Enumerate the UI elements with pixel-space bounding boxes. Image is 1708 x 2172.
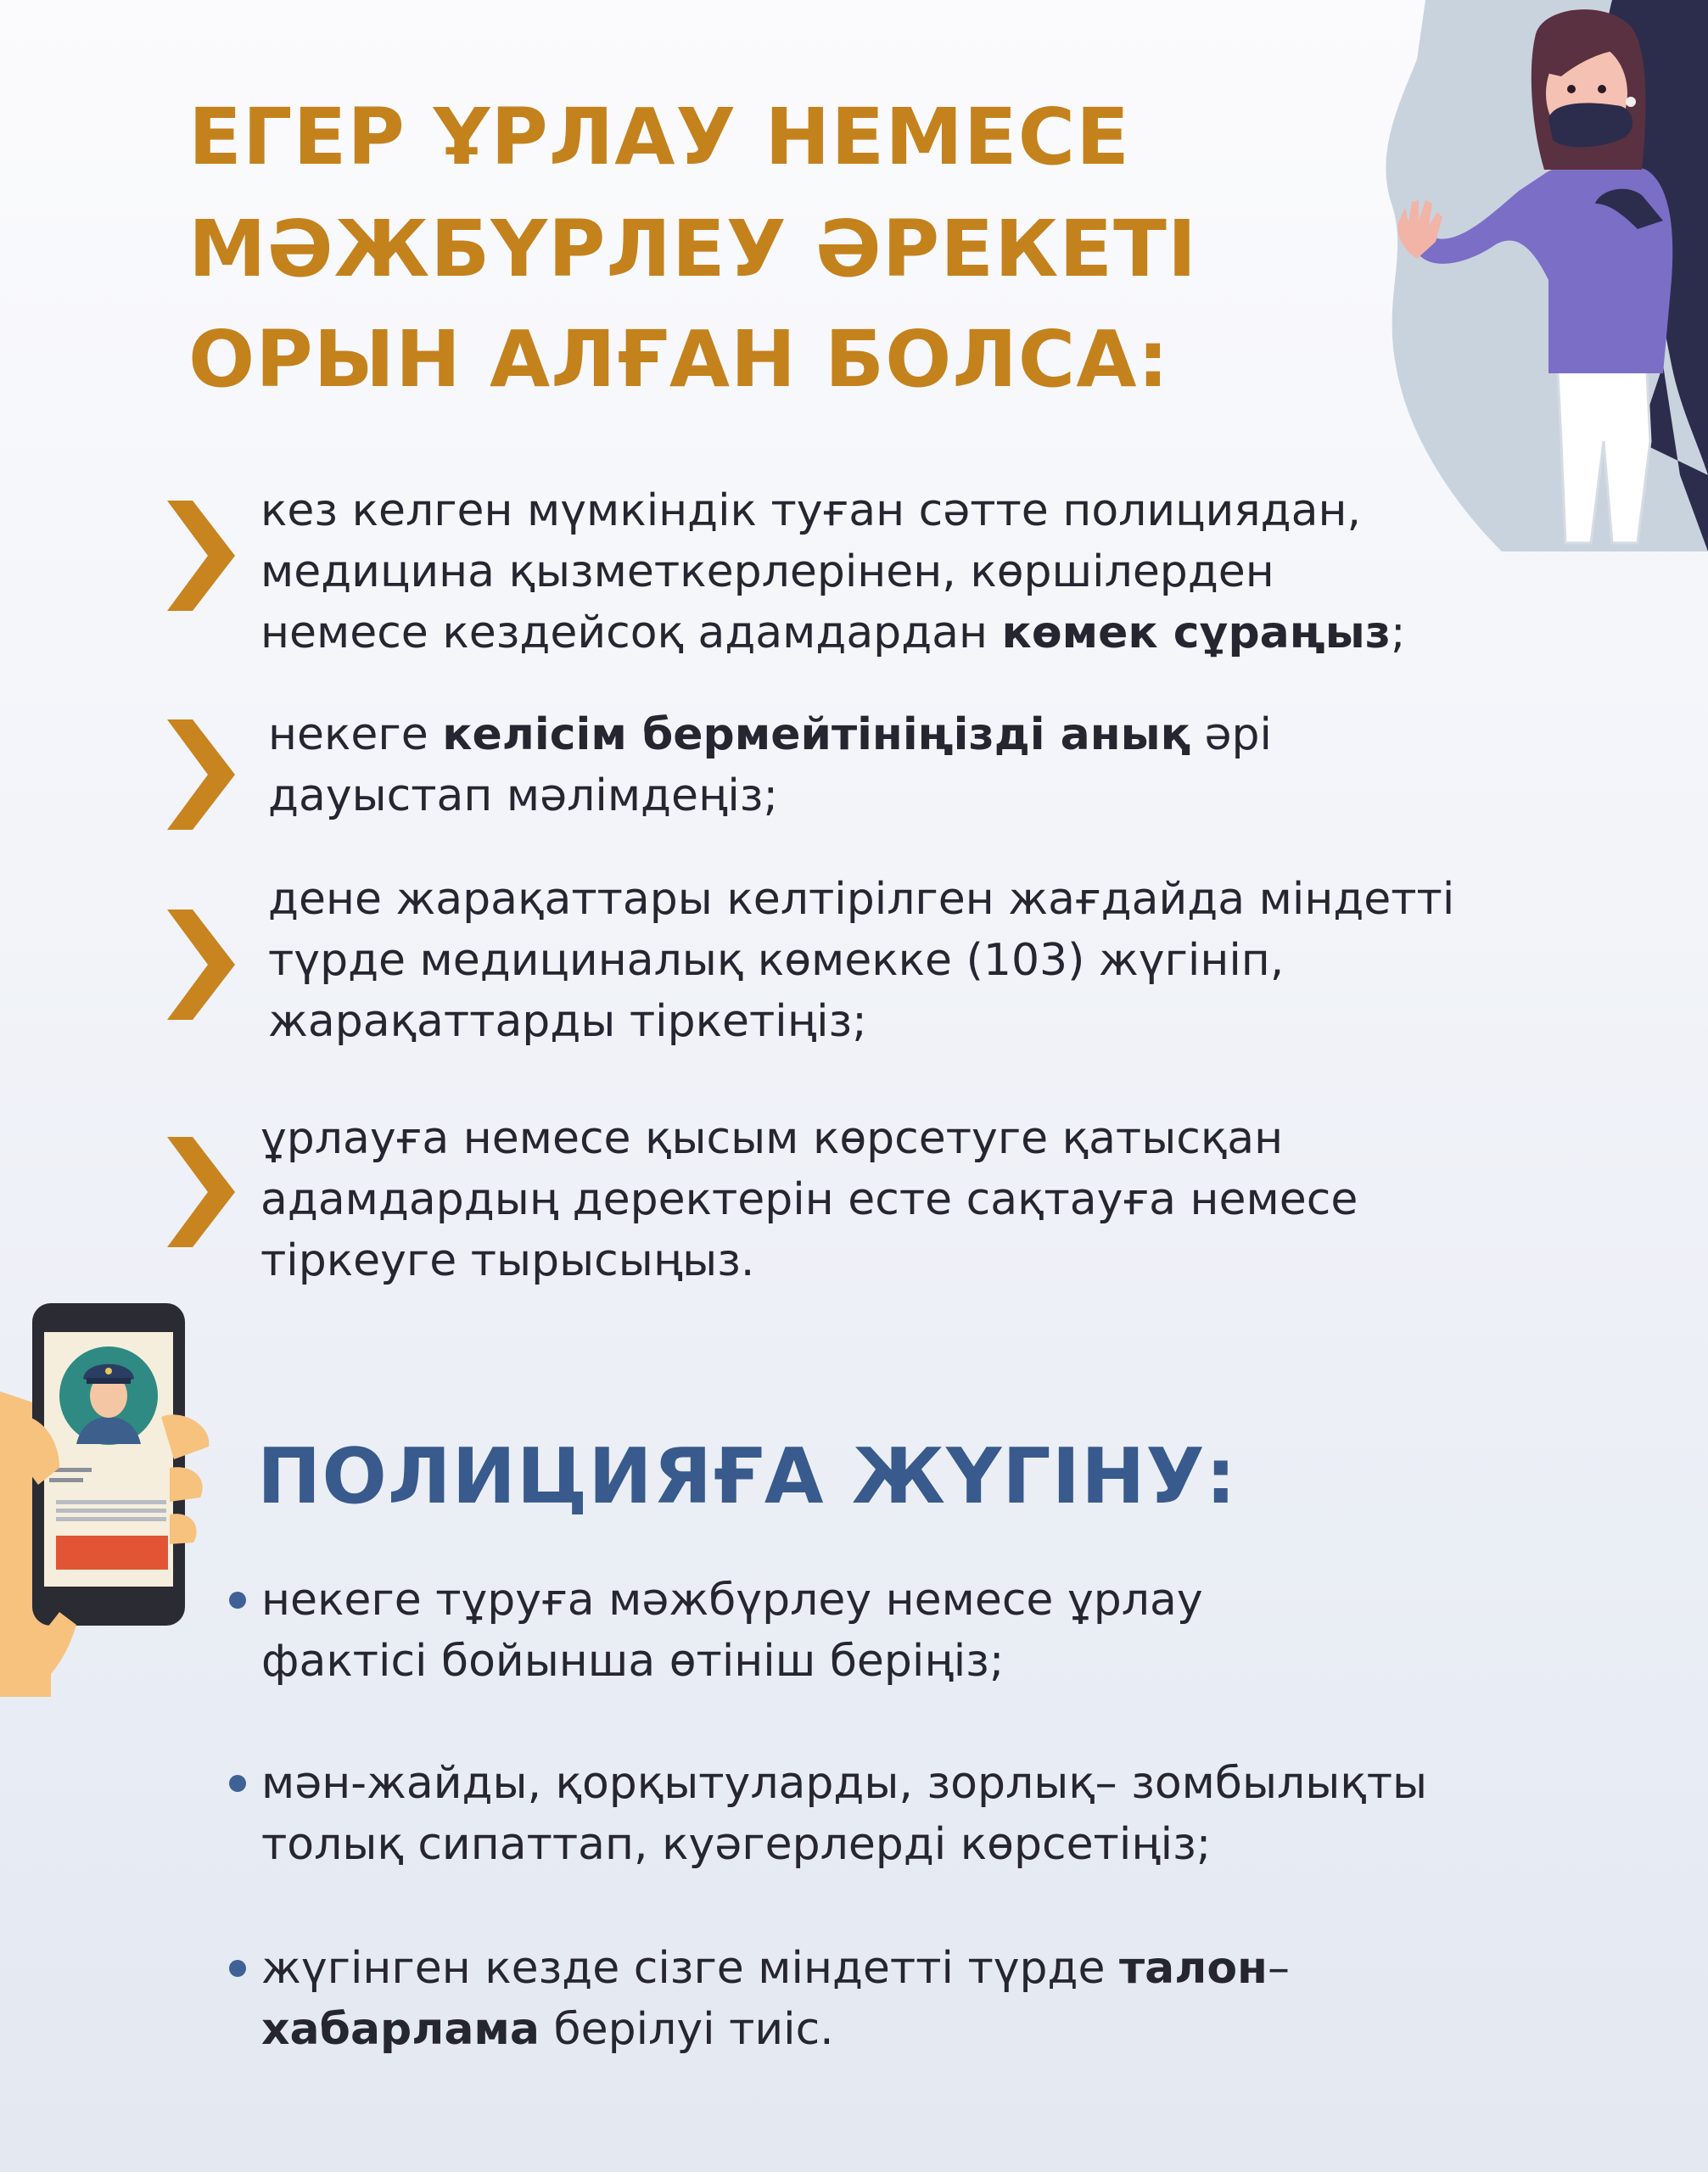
police-bullet-2-line-1: мән-жайды, қорқытуларды, зорлық– зомбылықты	[261, 1758, 1428, 1809]
emphasis-text: келісім бермейтініңізді анық	[442, 709, 1190, 760]
emphasis-text: көмек сұраңыз	[1001, 607, 1391, 658]
police-bullet-2	[261, 1753, 1427, 1875]
police-bullet-3-line-2: хабарлама берілуі тиіс.	[261, 2004, 834, 2055]
instruction-item-4-line-1: ұрлауға немесе қысым көрсетуге қатысқан	[260, 1113, 1284, 1164]
title-line-3: ОРЫН АЛҒАН БОЛСА:	[188, 314, 1170, 405]
bullet-dot	[229, 1592, 246, 1609]
emphasis-text: талон	[1119, 1943, 1268, 1994]
police-bullet-1-line-2: фактісі бойынша өтініш беріңіз;	[261, 1636, 1005, 1687]
instruction-item-3	[268, 869, 1454, 1052]
bullet-dot	[229, 1775, 246, 1792]
police-bullet-1-line-1: некеге тұруға мәжбүрлеу немесе ұрлау	[261, 1575, 1203, 1626]
instruction-item-3-line-2: түрде медициналық көмекке (103) жүгініп,	[268, 935, 1285, 986]
instruction-item-4-line-3: тіркеуге тырысыңыз.	[260, 1235, 755, 1286]
instruction-item-3-line-3: жарақаттарды тіркетіңіз;	[268, 996, 867, 1047]
instruction-item-1-line-2: медицина қызметкерлерінен, көршілерден	[260, 546, 1274, 597]
chevron-right-icon	[167, 501, 235, 611]
chevron-right-icon	[167, 1137, 235, 1247]
chevron-right-icon	[167, 910, 235, 1020]
police-bullet-3	[261, 1938, 1290, 2060]
emphasis-text: хабарлама	[261, 2004, 540, 2055]
instruction-item-2	[268, 704, 1272, 826]
instruction-item-1-line-3: немесе кездейсоқ адамдардан көмек сұраңыз;	[260, 607, 1406, 658]
frightened-woman-illustration	[1358, 0, 1708, 551]
bullet-dot	[229, 1960, 246, 1977]
chevron-right-icon	[167, 719, 235, 830]
instruction-item-1	[260, 480, 1406, 663]
phone-in-hand-police-illustration	[0, 1290, 221, 1697]
police-section-heading: ПОЛИЦИЯҒА ЖҮГІНУ:	[257, 1432, 1237, 1521]
title-line-1: ЕГЕР ҰРЛАУ НЕМЕСЕ	[188, 92, 1130, 182]
instruction-item-1-line-1: кез келген мүмкіндік туған сәтте полициядан,	[260, 485, 1361, 536]
police-bullet-3-line-1: жүгінген кезде сізге міндетті түрде талон–	[261, 1943, 1290, 1994]
instruction-item-4	[260, 1108, 1358, 1291]
title-line-2: МӘЖБҮРЛЕУ ӘРЕКЕТІ	[188, 204, 1198, 294]
instruction-item-3-line-1: дене жарақаттары келтірілген жағдайда міндетті	[268, 874, 1455, 925]
police-bullet-2-line-2: толық сипаттап, куәгерлерді көрсетіңіз;	[261, 1819, 1212, 1870]
instruction-item-2-line-2: дауыстап мәлімдеңіз;	[268, 770, 778, 821]
police-bullet-1	[261, 1570, 1203, 1692]
instruction-item-4-line-2: адамдардың деректерін есте сақтауға немесе	[260, 1174, 1358, 1225]
instruction-item-2-line-1: некеге келісім бермейтініңізді анық әрі	[268, 709, 1272, 760]
